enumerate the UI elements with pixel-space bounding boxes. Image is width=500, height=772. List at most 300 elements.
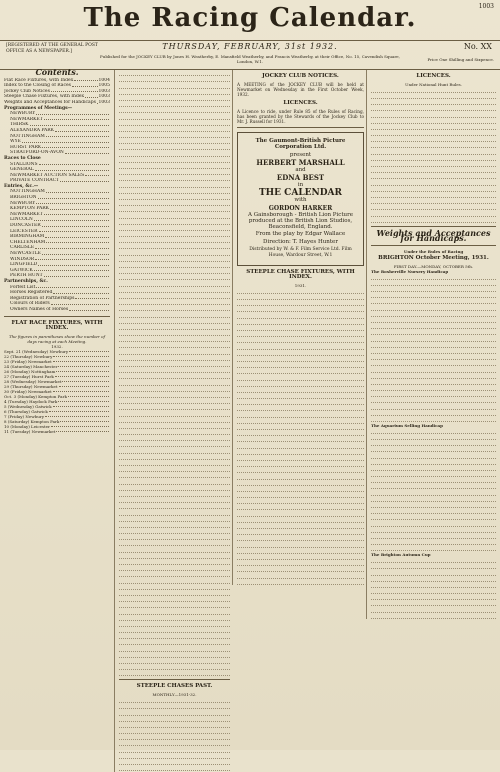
text-line (119, 343, 230, 349)
text-line (119, 436, 230, 442)
contents-section-head: Entries, &c.— (4, 183, 39, 189)
text-line (371, 199, 496, 205)
text-line (371, 355, 496, 361)
contents-subitem-label: PERTH HUNT (10, 273, 43, 279)
advert-star2: EDNA BEST (276, 173, 325, 183)
text-line (237, 338, 364, 344)
text-line (119, 516, 230, 522)
text-line (371, 186, 496, 192)
fixture-row-text: 27 (Tuesday) Hurst Park (4, 373, 54, 379)
contents-item-label: Jockey Club Notices (4, 88, 50, 94)
text-line (237, 431, 364, 437)
text-line (371, 546, 496, 552)
text-line (371, 361, 496, 367)
contents-subitem-label: NEWBURY (10, 200, 36, 206)
text-line (237, 356, 364, 362)
text-line (119, 485, 230, 491)
text-line (119, 473, 230, 479)
text-line (119, 766, 230, 772)
race-name-2: The Aquarium Selling Handicap (371, 422, 443, 428)
text-line (119, 510, 230, 516)
advert-present: present (289, 151, 312, 158)
text-line (237, 462, 364, 468)
text-line (371, 398, 496, 404)
contents-subitem-label: CHELTENHAM (10, 239, 46, 245)
text-line (371, 336, 496, 342)
text-line (371, 490, 496, 496)
text-line (237, 393, 364, 399)
text-line (119, 176, 230, 182)
text-line (119, 658, 230, 664)
text-line (237, 579, 364, 585)
text-line (371, 174, 496, 180)
contents-item-label: Index to the Closing of Races (4, 83, 71, 89)
text-line (119, 120, 230, 126)
text-line (119, 275, 230, 281)
advert-director: Direction: T. Hayes Hunter (263, 238, 338, 245)
text-line (119, 454, 230, 460)
text-line (371, 286, 496, 292)
contents-subitem-label: Owners Names of Horses (10, 306, 69, 312)
text-line (119, 132, 230, 138)
race-name-1: The Rosherville Nursery Handicap (371, 268, 449, 274)
fixture-row (4, 429, 110, 434)
flat-fixtures-note: The figures in parentheses show the number of days racing at each Meeting. (8, 333, 105, 344)
text-line (119, 671, 230, 677)
contents-subitem-label: CARLISLE (10, 245, 35, 251)
text-line (119, 417, 230, 423)
text-line (371, 588, 496, 594)
text-line (371, 478, 496, 484)
contents-item-page: 1003 (98, 88, 110, 94)
text-line (119, 262, 230, 268)
text-line (119, 95, 230, 101)
text-line (371, 582, 496, 588)
text-line (371, 161, 496, 167)
text-line (371, 521, 496, 527)
text-line (371, 576, 496, 582)
issue-number: No. XX (463, 42, 492, 51)
text-line (371, 570, 496, 576)
text-line (371, 348, 496, 354)
text-line (371, 428, 496, 434)
text-line (371, 472, 496, 478)
text-line (371, 311, 496, 317)
contents-subitem-label: NEWCASTLE (10, 251, 41, 256)
text-line (237, 480, 364, 486)
contents-title: Contents. (35, 67, 79, 77)
text-line (237, 344, 364, 350)
column-weights (366, 70, 496, 619)
text-line (237, 375, 364, 381)
text-line (371, 280, 496, 286)
fixture-row-text: 4 (Tuesday) Haydock Park (4, 398, 58, 404)
text-line (371, 416, 496, 422)
contents-subitem-label: BRIGHTON (10, 195, 37, 201)
text-line (119, 231, 230, 237)
licences-notice: A Licence to ride, under Rule 85 of the Rules of Racing, has been granted by the Stewards of the Jockey Club to Mr. J. Russell for 1931. (237, 108, 364, 125)
text-line (119, 126, 230, 132)
text-line (237, 307, 364, 313)
flat-fixtures-year: 1932. (51, 343, 63, 349)
fixture-row-text: 28 (Wednesday) Newmarket (4, 378, 62, 384)
text-line (237, 517, 364, 523)
text-line (237, 499, 364, 505)
text-line (371, 211, 496, 217)
text-line (371, 453, 496, 459)
text-line (119, 108, 230, 114)
contents-subitem-label: BIRMINGHAM (10, 234, 45, 240)
advert-desc: A Gainsborough - British Lion Picture produced at the British Lion Studios, Beaconsfield, England. (248, 212, 353, 230)
text-line (237, 350, 364, 356)
text-line (237, 492, 364, 498)
race-name-3: The Brighton Autumn Cup (371, 551, 431, 557)
contents-section-head: Partnerships, &c. (4, 278, 48, 284)
text-line (119, 269, 230, 275)
flat-fixtures-title: FLAT RACE FIXTURES, WITH INDEX. (11, 319, 103, 332)
text-line (119, 281, 230, 287)
rules-of-racing: Under the Rules of Racing (403, 248, 464, 254)
text-line (371, 564, 496, 570)
text-line (237, 406, 364, 412)
text-line (119, 479, 230, 485)
text-line (371, 379, 496, 385)
text-line (119, 368, 230, 374)
text-line (371, 502, 496, 508)
text-line (371, 155, 496, 161)
column-notices (232, 70, 364, 585)
fixture-row-text: 5 (Wednesday) Gatwick (4, 403, 52, 409)
text-line (119, 541, 230, 547)
text-line (119, 652, 230, 658)
fixture-row-text: 29 (Thursday) Newmarket (4, 383, 58, 389)
text-line (371, 465, 496, 471)
contents-subitem-label: NEWMARKET AUCTION SALES (10, 172, 85, 178)
text-line (119, 300, 230, 306)
text-line (371, 533, 496, 539)
text-line (237, 449, 364, 455)
text-line (119, 250, 230, 256)
registration-note: [REGISTERED AT THE GENERAL POST OFFICE AS A NEWSPAPER.] (6, 43, 98, 54)
text-line (119, 312, 230, 318)
licences-title: LICENCES. (283, 100, 318, 107)
fixture-row-text: 8 (Saturday) Kempton Park (4, 418, 60, 424)
steeple-fixtures-title: STEEPLE CHASE FIXTURES, WITH INDEX. (246, 268, 355, 281)
column-fixtures (114, 70, 230, 772)
text-line (237, 363, 364, 369)
text-line (119, 411, 230, 417)
text-line (371, 367, 496, 373)
text-line (371, 595, 496, 601)
text-line (237, 443, 364, 449)
text-line (119, 405, 230, 411)
text-line (119, 213, 230, 219)
text-line (119, 355, 230, 361)
contents-subitem-label: Registration of Partnerships (10, 295, 75, 301)
right-licences-title: LICENCES. (416, 73, 451, 79)
text-line (119, 145, 230, 151)
text-line (237, 474, 364, 480)
race-day: FIRST DAY.—MONDAY, OCTOBER 5th. (393, 263, 474, 269)
contents-subitem-label: PRIVATE CONTRACT (10, 178, 60, 184)
text-line (371, 149, 496, 155)
contents-subitem-label: STRATFORD-ON-AVON (10, 150, 64, 156)
advert-distributor: Distributed by W. & F. Film Service Ltd. Film House, Wardour Street, W.1 (249, 247, 352, 258)
text-line (119, 578, 230, 584)
contents-subitem-label: LINGFIELD (10, 262, 38, 268)
text-line (119, 287, 230, 293)
text-line (371, 180, 496, 186)
text-line (119, 609, 230, 615)
text-line (237, 424, 364, 430)
steeple-monthly: MONTHLY—1931-32. (152, 691, 197, 697)
column-contents (4, 67, 110, 434)
text-line (237, 332, 364, 338)
text-line (371, 342, 496, 348)
text-line (371, 515, 496, 521)
text-line (371, 217, 496, 223)
text-line (371, 330, 496, 336)
text-line (371, 434, 496, 440)
text-line (237, 455, 364, 461)
advert-play: From the play by Edgar Wallace (255, 231, 346, 238)
text-line (237, 530, 364, 536)
text-line (237, 400, 364, 406)
text-line (119, 665, 230, 671)
text-line (237, 437, 364, 443)
meeting-title: BRIGHTON October Meeting, 1931. (378, 254, 489, 261)
text-line (119, 566, 230, 572)
contents-subitem-label: ALEXANDRA PARK (10, 127, 55, 133)
fixture-row-text: 22 (Thursday) Newbury (4, 353, 53, 359)
text-line (119, 759, 230, 765)
text-line (237, 536, 364, 542)
text-line (237, 542, 364, 548)
text-line (237, 523, 364, 529)
text-line (237, 387, 364, 393)
text-line (119, 491, 230, 497)
text-line (119, 448, 230, 454)
contents-subitem-label: GATWICK (10, 267, 33, 273)
text-line (119, 337, 230, 343)
text-line (119, 741, 230, 747)
fixture-row-text: Oct. 3 (Monday) Kempton Park (4, 393, 67, 399)
text-line (119, 729, 230, 735)
contents-subitem-label: NEWMARKET (10, 116, 43, 122)
contents-subitem-label: KEMPTON PARK (10, 206, 49, 212)
text-line (119, 504, 230, 510)
text-line (119, 380, 230, 386)
text-line (119, 306, 230, 312)
text-line (371, 112, 496, 118)
text-line (237, 319, 364, 325)
text-line (119, 151, 230, 157)
text-line (119, 83, 230, 89)
text-line (119, 330, 230, 336)
text-line (371, 496, 496, 502)
contents-subitem-label: THIRSK (10, 122, 29, 128)
text-line (237, 294, 364, 300)
advert-film: THE CALENDAR (258, 187, 343, 198)
text-line (119, 163, 230, 169)
text-line (119, 429, 230, 435)
text-line (119, 535, 230, 541)
text-line (371, 137, 496, 143)
text-line (119, 324, 230, 330)
text-line (119, 640, 230, 646)
contents-item-page: 1003 (98, 99, 110, 105)
text-line (119, 698, 230, 704)
advert-and: and (295, 166, 306, 173)
text-line (119, 244, 230, 250)
text-line (371, 607, 496, 613)
contents-subitem (4, 307, 110, 313)
jockey-club-title: JOCKEY CLUB NOTICES. (262, 73, 339, 79)
text-line (119, 349, 230, 355)
advert-costar: GORDON HARKER (268, 204, 333, 212)
text-line (119, 716, 230, 722)
issue-date: THURSDAY, FEBRUARY, 31st 1932. (162, 42, 338, 51)
advert-with: with (294, 197, 307, 204)
fixture-row-text: 23 (Friday) Newmarket (4, 358, 52, 364)
text-line (371, 168, 496, 174)
contents-subitem-label: Forfeit List (10, 284, 36, 290)
text-line (237, 573, 364, 579)
national-hunt-rules: Under National Hunt Rules. (405, 81, 462, 87)
text-line (371, 87, 496, 93)
contents-subitem-label: GENERAL (10, 167, 34, 173)
text-line (119, 735, 230, 741)
text-line (119, 559, 230, 565)
text-line (119, 225, 230, 231)
text-line (237, 369, 364, 375)
text-line (371, 601, 496, 607)
dateline (0, 40, 500, 70)
text-line (119, 498, 230, 504)
film-advert (237, 132, 364, 265)
text-line (119, 207, 230, 213)
text-line (371, 205, 496, 211)
contents-subitem-label: NEWBURY (10, 111, 36, 117)
text-line (119, 256, 230, 262)
text-line (119, 71, 230, 77)
text-line (371, 106, 496, 112)
contents-subitem-label: NOTTINGHAM (10, 189, 45, 195)
text-line (371, 118, 496, 124)
text-line (371, 93, 496, 99)
contents-item-label: Flat Race Fixtures, with Index (4, 77, 74, 83)
contents-subitem-label: LEICESTER (10, 228, 38, 234)
text-line (237, 561, 364, 567)
text-line (119, 547, 230, 553)
text-line (237, 381, 364, 387)
text-line (371, 385, 496, 391)
advert-in: in (297, 181, 304, 188)
text-line (119, 621, 230, 627)
text-line (371, 484, 496, 490)
text-line (119, 77, 230, 83)
page-number: 1003 (478, 3, 494, 10)
text-line (119, 423, 230, 429)
text-line (371, 324, 496, 330)
advert-company: The Gaumont-British Picture Corporation Ltd. (255, 138, 346, 150)
steeple-year: 1931. (294, 282, 307, 288)
text-line (371, 527, 496, 533)
text-line (237, 486, 364, 492)
text-line (237, 554, 364, 560)
text-line (119, 467, 230, 473)
fixture-row-text: 7 (Friday) Newbury (4, 413, 44, 419)
text-line (371, 392, 496, 398)
text-line (371, 441, 496, 447)
text-line (119, 627, 230, 633)
contents-section-head: Programmes of Meetings— (4, 105, 73, 111)
text-line (119, 590, 230, 596)
text-line (119, 238, 230, 244)
text-line (371, 558, 496, 564)
text-line (119, 710, 230, 716)
masthead-title: The Racing Calendar. (83, 3, 417, 33)
text-line (119, 522, 230, 528)
text-line (237, 567, 364, 573)
contents-item-label: Steeple Chase Fixtures, with Index (4, 94, 85, 100)
text-line (119, 188, 230, 194)
text-line (119, 584, 230, 590)
text-line (371, 100, 496, 106)
text-line (119, 572, 230, 578)
text-line (119, 157, 230, 163)
fixture-row-text: 11 (Tuesday) Newmarket (4, 428, 56, 434)
text-line (371, 274, 496, 280)
text-line (371, 192, 496, 198)
text-line (237, 548, 364, 554)
text-line (119, 361, 230, 367)
contents-subitem-label: DONCASTER (10, 223, 41, 229)
fixture-row-text: 26 (Monday) Nottingham (4, 368, 56, 374)
contents-item-page: 1003 (98, 94, 110, 100)
publisher-line: Published for the JOCKEY CLUB by Jones H. Weatherby, E. Mansfield Weatherby, and Francis Weatherby, at their Office, No. 15, Cavendish Square, London, W.1. (100, 54, 400, 64)
text-line (371, 447, 496, 453)
text-line (237, 412, 364, 418)
text-line (119, 399, 230, 405)
text-line (237, 313, 364, 319)
text-line (237, 468, 364, 474)
fixture-row-text: Sept. 21 (Wednesday) Newbury (4, 348, 69, 354)
contents-item-page: 1004 (98, 77, 110, 83)
text-line (119, 597, 230, 603)
text-line (237, 418, 364, 424)
contents-subitem-label: LINCOLN (10, 217, 33, 223)
text-line (237, 511, 364, 517)
text-line (119, 170, 230, 176)
steeple-past-title: STEEPLE CHASES PAST. (136, 683, 213, 690)
contents-section-head: Races to Close (4, 155, 41, 161)
contents-subitem-label: STALLIONS (10, 161, 38, 167)
advert-star1: HERBERT MARSHALL (256, 158, 345, 168)
text-line (119, 553, 230, 559)
text-line (119, 646, 230, 652)
text-line (371, 124, 496, 130)
fixture-row-text: 10 (Monday) Leicester (4, 423, 50, 429)
text-line (119, 722, 230, 728)
text-line (119, 194, 230, 200)
text-line (119, 89, 230, 95)
jockey-club-notice: A MEETING of the JOCKEY CLUB will be held at Newmarket on Wednesday in the First October Week, 1932. (237, 81, 364, 97)
masthead (0, 0, 500, 40)
contents-item-label: Weights and Acceptances for Handicaps (4, 99, 96, 105)
text-line (119, 392, 230, 398)
text-line (371, 540, 496, 546)
